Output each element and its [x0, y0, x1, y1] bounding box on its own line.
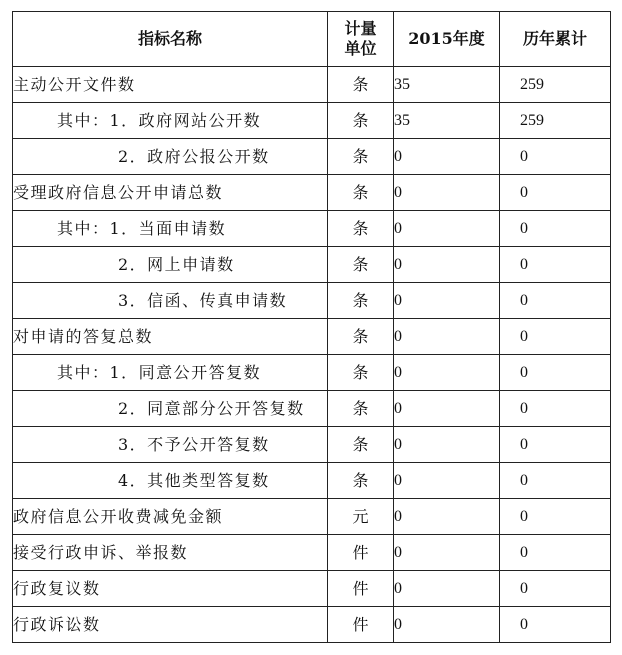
row-total-value: 0	[500, 571, 611, 607]
row-total-value: 0	[500, 355, 611, 391]
row-year-value: 0	[394, 427, 500, 463]
row-total-value: 0	[500, 499, 611, 535]
row-label: 其中：1．政府网站公开数	[13, 103, 328, 139]
table-row	[13, 247, 611, 283]
row-year-value: 0	[394, 607, 500, 643]
row-label: 2．网上申请数	[13, 247, 328, 283]
row-year-value: 35	[394, 103, 500, 139]
table-row	[13, 499, 611, 535]
row-year-value: 0	[394, 211, 500, 247]
table-row	[13, 67, 611, 103]
row-total-value: 0	[500, 607, 611, 643]
row-year-value: 0	[394, 139, 500, 175]
row-label: 2．政府公报公开数	[13, 139, 328, 175]
row-year-value: 0	[394, 499, 500, 535]
row-year-value: 0	[394, 571, 500, 607]
row-year-value: 0	[394, 391, 500, 427]
row-total-value: 0	[500, 391, 611, 427]
row-total-value: 0	[500, 211, 611, 247]
row-total-value: 0	[500, 247, 611, 283]
row-total-value: 0	[500, 427, 611, 463]
row-unit: 条	[328, 463, 394, 499]
row-unit: 条	[328, 103, 394, 139]
row-total-value: 0	[500, 535, 611, 571]
row-year-value: 0	[394, 175, 500, 211]
row-total-value: 0	[500, 463, 611, 499]
statistics-table	[12, 11, 611, 643]
row-label: 主动公开文件数	[13, 67, 328, 103]
row-year-value: 0	[394, 319, 500, 355]
table-header	[13, 12, 611, 67]
table-row	[13, 319, 611, 355]
table-row	[13, 607, 611, 643]
table-row	[13, 355, 611, 391]
row-label: 接受行政申诉、举报数	[13, 535, 328, 571]
table-row	[13, 571, 611, 607]
row-label: 其中：1．同意公开答复数	[13, 355, 328, 391]
row-total-value: 0	[500, 175, 611, 211]
row-total-value: 0	[500, 319, 611, 355]
header-unit-line1: 计量	[344, 19, 377, 38]
row-year-value: 0	[394, 355, 500, 391]
header-total: 历年累计	[500, 12, 611, 67]
row-unit: 条	[328, 67, 394, 103]
row-unit: 元	[328, 499, 394, 535]
row-unit: 条	[328, 247, 394, 283]
row-unit: 条	[328, 355, 394, 391]
table-body	[13, 67, 611, 643]
row-label: 2．同意部分公开答复数	[13, 391, 328, 427]
table-row	[13, 391, 611, 427]
row-unit: 条	[328, 211, 394, 247]
table-row	[13, 283, 611, 319]
row-year-value: 0	[394, 283, 500, 319]
row-year-value: 0	[394, 535, 500, 571]
row-year-value: 0	[394, 463, 500, 499]
table-row	[13, 211, 611, 247]
row-unit: 件	[328, 535, 394, 571]
row-unit: 条	[328, 427, 394, 463]
row-unit: 条	[328, 391, 394, 427]
header-year: 2015年度	[394, 12, 500, 67]
header-row	[13, 12, 611, 67]
header-unit	[328, 12, 394, 67]
row-unit: 件	[328, 571, 394, 607]
row-unit: 条	[328, 283, 394, 319]
row-unit: 条	[328, 139, 394, 175]
table-row	[13, 463, 611, 499]
row-year-value: 35	[394, 67, 500, 103]
row-year-value: 0	[394, 247, 500, 283]
row-label: 4．其他类型答复数	[13, 463, 328, 499]
row-total-value: 0	[500, 283, 611, 319]
table-row	[13, 175, 611, 211]
header-unit-line2: 单位	[344, 39, 377, 58]
row-unit: 件	[328, 607, 394, 643]
row-label: 行政复议数	[13, 571, 328, 607]
table-row	[13, 139, 611, 175]
row-label: 其中：1．当面申请数	[13, 211, 328, 247]
header-indicator: 指标名称	[13, 12, 328, 67]
table-row	[13, 103, 611, 139]
table-row	[13, 535, 611, 571]
row-total-value: 0	[500, 139, 611, 175]
row-unit: 条	[328, 319, 394, 355]
row-total-value: 259	[500, 67, 611, 103]
row-unit: 条	[328, 175, 394, 211]
row-label: 行政诉讼数	[13, 607, 328, 643]
row-total-value: 259	[500, 103, 611, 139]
row-label: 受理政府信息公开申请总数	[13, 175, 328, 211]
row-label: 政府信息公开收费减免金额	[13, 499, 328, 535]
row-label: 3．不予公开答复数	[13, 427, 328, 463]
row-label: 3．信函、传真申请数	[13, 283, 328, 319]
table-row	[13, 427, 611, 463]
row-label: 对申请的答复总数	[13, 319, 328, 355]
